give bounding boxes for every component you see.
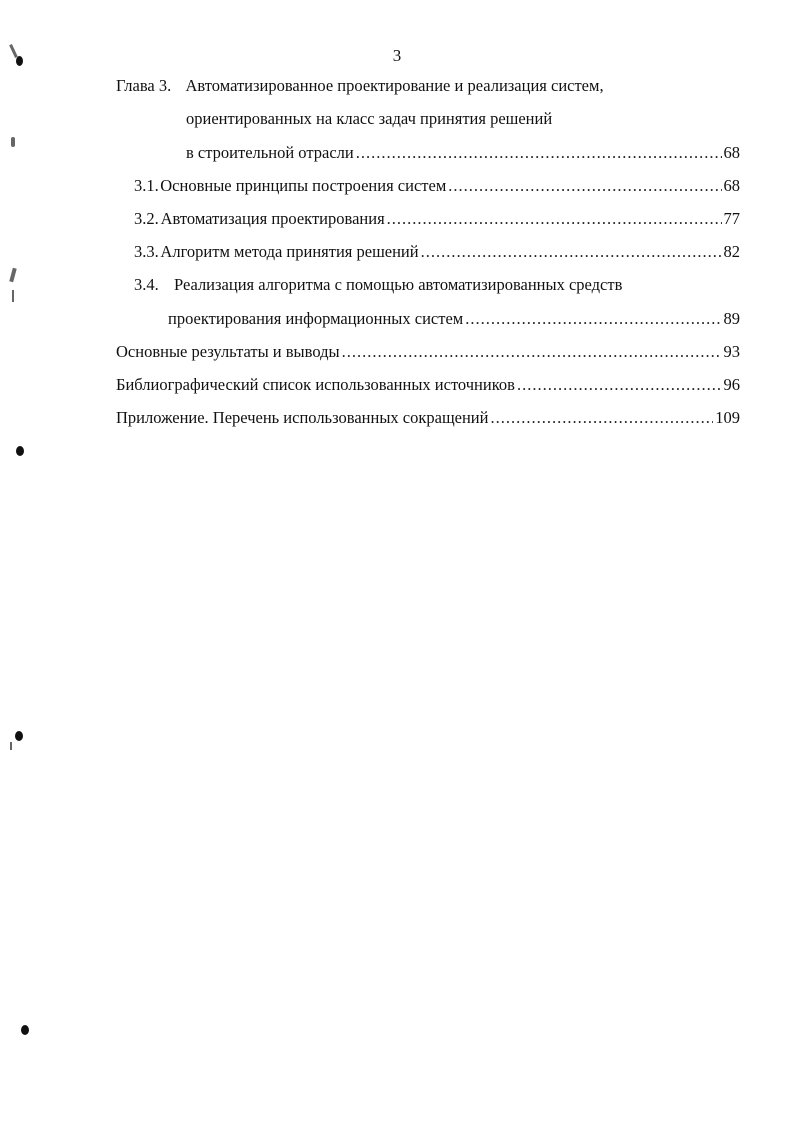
section-title-line1: Реализация алгоритма с помощью автоматизированных средств bbox=[174, 275, 623, 294]
section-number: 3.4. bbox=[134, 275, 159, 294]
chapter-3-title-line3: в строительной отрасли bbox=[186, 143, 354, 162]
chapter-3-title-line2-row bbox=[186, 107, 552, 131]
section-title: Основные принципы построения систем bbox=[160, 176, 447, 195]
scan-speck bbox=[12, 290, 14, 302]
chapter-3-page: 68 bbox=[723, 143, 740, 162]
back-matter-page: 109 bbox=[715, 408, 740, 427]
back-matter-title: Основные результаты и выводы bbox=[116, 342, 340, 361]
section-title-line2: проектирования информационных систем bbox=[168, 309, 464, 328]
chapter-3-title-line2: ориентированных на класс задач принятия решений bbox=[186, 109, 553, 128]
section-number: 3.2. bbox=[134, 209, 159, 228]
back-matter-page: 93 bbox=[723, 342, 740, 361]
back-matter-title: Приложение. Перечень использованных сокращений bbox=[116, 408, 489, 427]
scan-speck bbox=[10, 742, 12, 750]
section-page: 68 bbox=[723, 176, 740, 195]
toc-entry-3-4[interactable] bbox=[168, 307, 740, 331]
toc-entry-appendix[interactable] bbox=[116, 406, 740, 430]
toc-entry-bibliography[interactable] bbox=[116, 373, 740, 397]
section-title: Алгоритм метода принятия решений bbox=[160, 242, 419, 261]
toc-entry-3-2[interactable] bbox=[134, 207, 740, 231]
section-page: 77 bbox=[723, 209, 740, 228]
toc-entry-3-3[interactable] bbox=[134, 240, 740, 264]
section-number: 3.3. bbox=[134, 242, 159, 261]
back-matter-page: 96 bbox=[723, 375, 740, 394]
page-number: 3 bbox=[392, 46, 402, 65]
leader-dots bbox=[421, 240, 722, 264]
leader-dots bbox=[517, 373, 722, 397]
section-page: 82 bbox=[723, 242, 740, 261]
scan-speck bbox=[9, 268, 16, 283]
scan-mark bbox=[15, 731, 23, 741]
back-matter-title: Библиографический список использованных источников bbox=[116, 375, 515, 394]
chapter-3-heading bbox=[116, 74, 604, 98]
leader-dots bbox=[387, 207, 722, 231]
toc-entry-results[interactable] bbox=[116, 340, 740, 364]
section-page: 89 bbox=[723, 309, 740, 328]
chapter-3-title-line1: Автоматизированное проектирование и реализация систем, bbox=[185, 76, 604, 95]
toc-entry-3-1[interactable] bbox=[134, 174, 740, 198]
toc-entry-3-4-line1 bbox=[134, 273, 622, 297]
scan-mark bbox=[21, 1025, 29, 1035]
toc-entry-chapter-3[interactable] bbox=[186, 141, 740, 165]
section-title: Автоматизация проектирования bbox=[160, 209, 385, 228]
leader-dots bbox=[356, 141, 722, 165]
leader-dots bbox=[465, 307, 721, 331]
section-number: 3.1. bbox=[134, 176, 159, 195]
scan-mark bbox=[16, 56, 23, 66]
leader-dots bbox=[448, 174, 721, 198]
scan-speck bbox=[11, 137, 15, 147]
leader-dots bbox=[342, 340, 722, 364]
leader-dots bbox=[490, 406, 713, 430]
chapter-3-label: Глава 3. bbox=[116, 76, 172, 95]
scan-mark bbox=[16, 446, 24, 456]
